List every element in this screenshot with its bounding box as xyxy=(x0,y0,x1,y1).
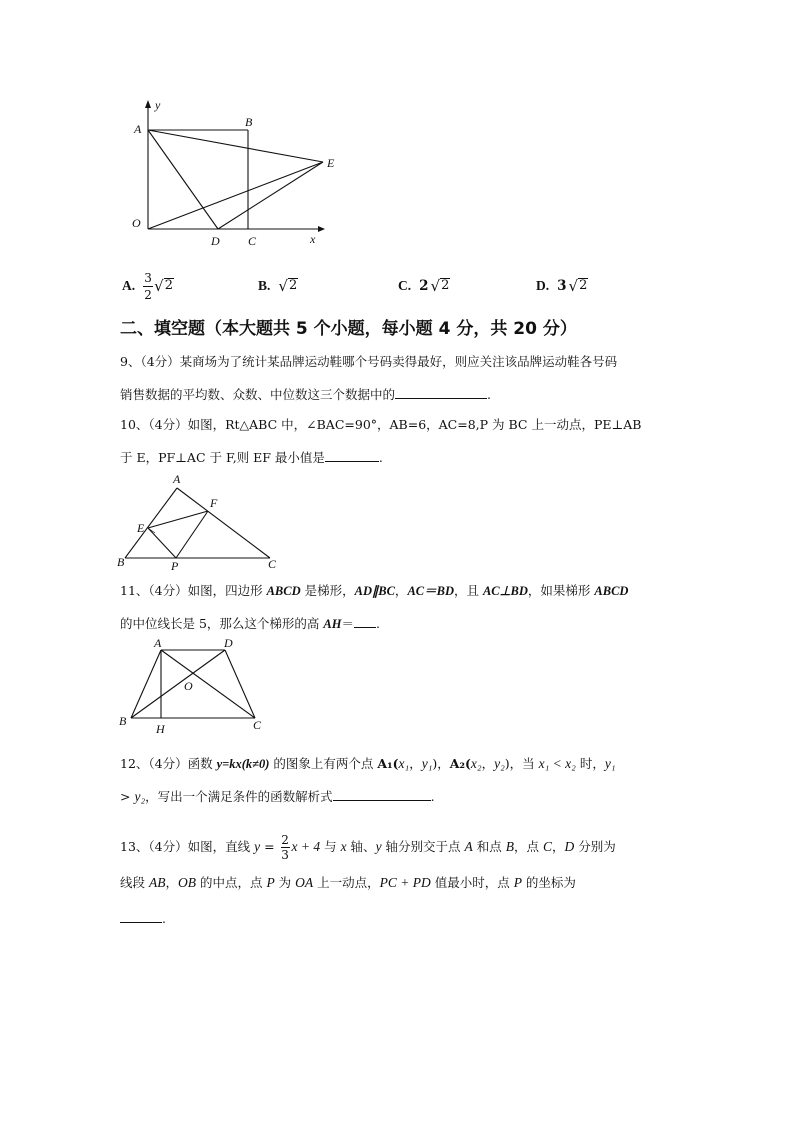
label-o: O xyxy=(184,679,193,693)
diagonal-bd xyxy=(131,650,225,718)
question-10 xyxy=(120,408,680,474)
option-d[interactable] xyxy=(536,268,588,304)
question-13 xyxy=(120,829,680,937)
segment-ad xyxy=(148,130,218,229)
option-d-letter: D. xyxy=(536,278,550,293)
y-arrow xyxy=(145,100,151,108)
option-a-letter: A. xyxy=(122,278,136,293)
segment-ba xyxy=(125,488,177,558)
label-f: F xyxy=(210,496,218,510)
segment-ac xyxy=(177,488,270,558)
q12-line1: 12、（4分）函数 y=kx(k≠0) 的图象上有两个点 A₁(x₁，y₁)，A₂(x₂，y₂)，当 x₁ < x₂ 时，y₁ xyxy=(120,756,616,771)
answer-blank[interactable] xyxy=(120,908,162,923)
segment-oe xyxy=(148,162,323,229)
q12-line2: > y₂，写出一个满足条件的函数解析式 . xyxy=(120,780,680,813)
answer-blank[interactable] xyxy=(333,786,431,801)
option-a[interactable] xyxy=(122,268,174,304)
option-c[interactable] xyxy=(398,268,450,304)
label-a: A xyxy=(154,636,162,650)
q10-line2: 于 E，PF⊥AC 于 F,则 EF 最小值是 . xyxy=(120,441,680,474)
label-b: B xyxy=(119,714,127,728)
label-y: y xyxy=(155,98,161,112)
figure-1-svg xyxy=(118,95,348,255)
label-c: C xyxy=(248,234,257,248)
segment-pf xyxy=(176,511,208,558)
sqrt: √ 2 xyxy=(568,276,588,295)
segment-ae xyxy=(148,130,323,162)
diagonal-ac xyxy=(161,650,255,718)
fraction: $\frac{2}{3}$ xyxy=(281,833,289,862)
segment-ef xyxy=(148,511,208,528)
label-b: B xyxy=(117,555,125,569)
figure-2-svg xyxy=(115,470,285,572)
figure-trapezoid xyxy=(115,634,275,740)
label-h: H xyxy=(156,722,165,736)
label-a: A xyxy=(173,472,181,486)
q9-line1: 9、（4分）某商场为了统计某品牌运动鞋哪个号码卖得最好，则应关注该品牌运动鞋各号码 xyxy=(120,354,618,369)
sqrt: √ 2 xyxy=(430,276,450,295)
answer-options xyxy=(122,268,682,304)
label-e: E xyxy=(137,521,145,535)
segment-de xyxy=(218,162,323,229)
label-c: C xyxy=(268,557,277,571)
question-9 xyxy=(120,345,680,411)
answer-blank[interactable] xyxy=(395,384,487,399)
section-title: 二、填空题（本大题共 5 个小题，每小题 4 分，共 20 分） xyxy=(120,319,577,339)
coefficient: 2 xyxy=(419,278,429,294)
question-11 xyxy=(120,574,680,640)
sqrt: √ 2 xyxy=(154,276,173,295)
q13-line2: 线段 AB，OB 的中点，点 P 为 OA 上一动点，PC + PD 值最小时，点 P 的坐标为 xyxy=(120,875,576,890)
option-b-letter: B. xyxy=(258,278,271,293)
figure-right-triangle xyxy=(115,470,285,576)
label-o: O xyxy=(132,216,141,230)
answer-blank[interactable] xyxy=(325,447,379,462)
label-p: P xyxy=(171,559,179,572)
label-c: C xyxy=(253,718,262,732)
label-d: D xyxy=(211,234,220,248)
x-arrow xyxy=(318,226,325,232)
q10-line1: 10、（4分）如图，Rt△ABC 中，∠BAC=90°，AB=6，AC=8,P 为 BC 上一动点，PE⊥AB xyxy=(120,417,642,432)
coefficient: 3 xyxy=(557,278,567,294)
fraction xyxy=(143,272,153,301)
segment-ep xyxy=(148,528,176,558)
option-b[interactable] xyxy=(258,268,298,304)
q13-line3: . xyxy=(120,901,680,937)
q11-line1: 11、（4分）如图，四边形 ABCD 是梯形，AD∥BC，AC＝BD，且 AC⊥BD，如果梯形 ABCD xyxy=(120,583,629,598)
q13-line1: 13、（4分）如图，直线 y = $\frac{2}{3}$ x + 4 与 x 轴、y 轴分别交于点 A 和点 B，点 C，D 分别为 xyxy=(120,833,616,862)
q11-line2: 的中位线长是 5，那么这个梯形的高 AH＝ . xyxy=(120,607,680,640)
sqrt: √ 2 xyxy=(278,276,298,295)
question-12 xyxy=(120,747,680,813)
figure-3-svg xyxy=(115,634,275,736)
numerator: 3 xyxy=(144,270,152,285)
label-b: B xyxy=(245,115,253,129)
label-e: E xyxy=(327,156,335,170)
option-c-letter: C. xyxy=(398,278,412,293)
figure-square-triangle xyxy=(118,95,348,259)
denominator: 2 xyxy=(144,287,152,302)
label-a: A xyxy=(134,122,142,136)
q9-line2: 销售数据的平均数、众数、中位数这三个数据中的 . xyxy=(120,378,680,411)
label-x: x xyxy=(310,232,316,246)
answer-blank[interactable] xyxy=(354,613,376,628)
label-d: D xyxy=(224,636,233,650)
